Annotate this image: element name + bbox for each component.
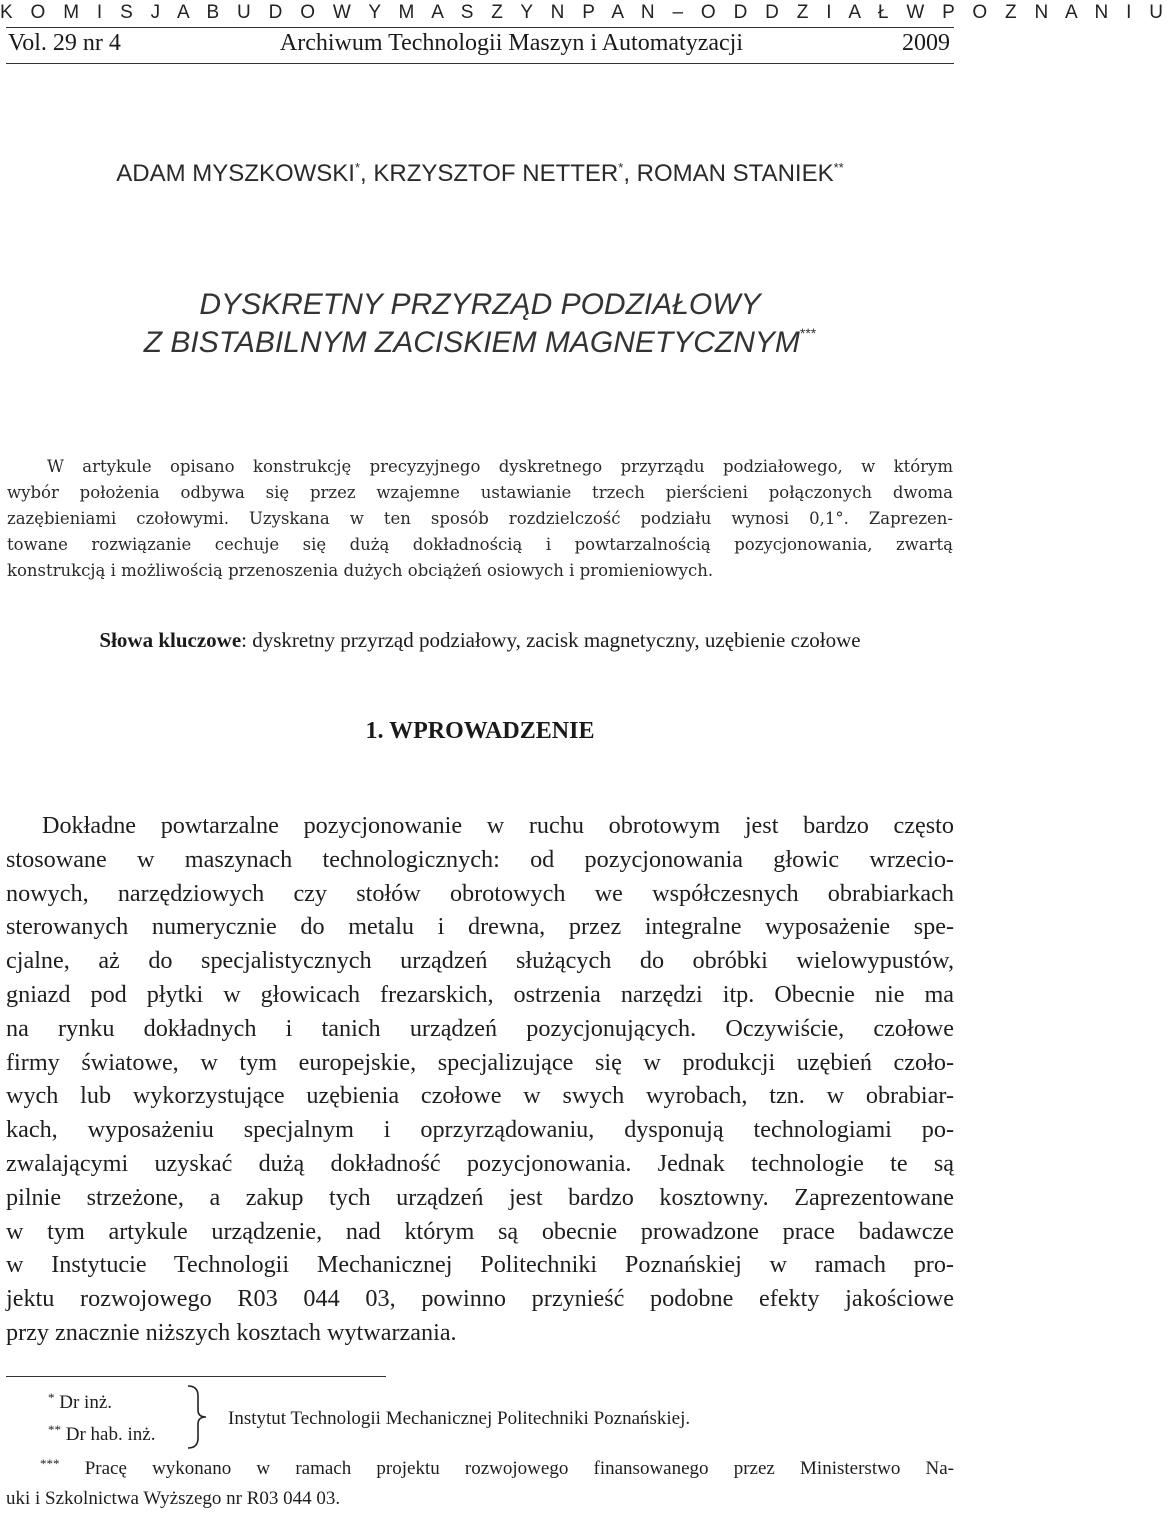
keywords-text: : dyskretny przyrząd podziałowy, zacisk magnetyczny, uzębienie czołowe — [241, 628, 861, 652]
abstract-line: zazębieniami czołowymi. Uzyskana w ten sposób rozdzielczość podziału wynosi 0,1°. Zaprezen- — [7, 509, 953, 528]
footnote-rule — [6, 1376, 386, 1377]
footnote-2-mark: ** — [48, 1422, 61, 1437]
body-line: sterowanych numerycznie do metalu i drewna, przez integralne wyposażenie spe- — [6, 913, 954, 941]
body-paragraph — [6, 809, 954, 1350]
body-line: w Instytucie Technologii Mechanicznej Politechniki Poznańskiej w ramach pro- — [6, 1251, 954, 1279]
volume-label: Vol. 29 nr 4 — [8, 30, 121, 56]
title-footnote-mark: *** — [799, 325, 817, 341]
curly-brace-icon — [184, 1384, 214, 1450]
year-label: 2009 — [902, 30, 950, 56]
author-2-mark: * — [618, 160, 624, 175]
body-line: jektu rozwojowego R03 044 03, powinno przynieść podobne efekty jakościowe — [6, 1285, 954, 1313]
author-3: ROMAN STANIEK — [636, 160, 834, 187]
institute-affiliation: Instytut Technologii Mechanicznej Politechniki Poznańskiej. — [228, 1408, 691, 1429]
title-line-2 — [0, 324, 960, 366]
header-rule-bottom — [6, 63, 954, 64]
commission-header: K O M I S J A B U D O W Y M A S Z Y N P A N – O D D Z I A Ł W P O Z N A N I U — [0, 2, 1169, 23]
keywords-label: Słowa kluczowe — [99, 628, 242, 652]
body-line: na rynku dokładnych i tanich urządzeń pozycjonujących. Oczywiście, czołowe — [6, 1014, 954, 1042]
abstract-line: konstrukcją i możliwością przenoszenia dużych obciążeń osiowych i promieniowych. — [7, 561, 714, 580]
author-1: ADAM MYSZKOWSKI — [116, 160, 355, 187]
footnote-3-line: uki i Szkolnictwa Wyższego nr R03 044 03. — [6, 1488, 341, 1509]
body-line: stosowane w maszynach technologicznych: od pozycjonowania głowic wrzecio- — [6, 845, 954, 873]
footnote-2-text: Dr hab. inż. — [61, 1424, 156, 1445]
body-line: pilnie strzeżone, a zakup tych urządzeń jest bardzo kosztowny. Zaprezentowane — [6, 1183, 954, 1211]
author-3-mark: ** — [833, 160, 844, 175]
journal-name: Archiwum Technologii Maszyn i Automatyzacji — [279, 30, 744, 56]
title-line-1: DYSKRETNY PRZYRZĄD PODZIAŁOWY — [199, 288, 761, 321]
body-line: zwalającymi uzyskać dużą dokładność pozycjonowania. Jednak technologie te są — [6, 1149, 954, 1177]
abstract — [7, 454, 953, 584]
footnote-3-text: Pracę wykonano w ramach projektu rozwojowego finansowanego przez Ministerstwo Na- — [59, 1458, 954, 1479]
footnote-1-mark: * — [48, 1390, 55, 1405]
abstract-line: towane rozwiązanie cechuje się dużą dokładnością i powtarzalnością pozycjonowania, zwartą — [7, 535, 953, 554]
keywords — [0, 628, 960, 653]
paper-title — [0, 286, 960, 366]
footnote-1-text: Dr inż. — [54, 1392, 113, 1413]
authors-line — [0, 160, 960, 188]
abstract-line: W artykule opisano konstrukcję precyzyjnego dyskretnego przyrządu podziałowego, w którym — [47, 457, 953, 476]
body-line: cjalne, aż do specjalistycznych urządzeń służących do obróbki wielowypustów, — [6, 947, 954, 975]
header-rule-top — [6, 27, 954, 28]
body-line: firmy światowe, w tym europejskie, specjalizujące się w produkcji uzębień czoło- — [6, 1048, 954, 1076]
footnote-3-mark: *** — [40, 1456, 60, 1471]
body-line: wych lub wykorzystujące uzębienia czołowe w swych wyrobach, tzn. w obrabiar- — [6, 1082, 954, 1110]
body-line: przy znacznie niższych kosztach wytwarzania. — [6, 1318, 457, 1346]
footnote-2 — [48, 1424, 155, 1446]
title-line-2-text: Z BISTABILNYM ZACISKIEM MAGNETYCZNYM — [143, 326, 800, 359]
body-line: kach, wyposażeniu specjalnym i oprzyrządowaniu, dysponują technologiami po- — [6, 1116, 954, 1144]
author-separator: , — [623, 160, 637, 187]
abstract-line: wybór położenia odbywa się przez wzajemne ustawianie trzech pierścieni połączonych dwoma — [7, 483, 953, 502]
body-line: Dokładne powtarzalne pozycjonowanie w ruchu obrotowym jest bardzo często — [42, 812, 954, 839]
author-1-mark: * — [354, 160, 361, 175]
footnote-3 — [6, 1454, 954, 1513]
footnote-1 — [48, 1392, 112, 1414]
section-heading: 1. WPROWADZENIE — [365, 718, 595, 744]
body-line: gniazd pod płytki w głowicach frezarskich, ostrzenia narzędzi itp. Obecnie nie ma — [6, 980, 954, 1008]
author-2: KRZYSZTOF NETTER — [373, 160, 619, 187]
body-line: nowych, narzędziowych czy stołów obrotowych we współczesnych obrabiarkach — [6, 879, 954, 907]
journal-issue-row — [8, 30, 950, 57]
author-separator: , — [360, 160, 374, 187]
footnote-3-line — [6, 1454, 954, 1484]
body-line: w tym artykule urządzenie, nad którym są obecnie prowadzone prace badawcze — [6, 1217, 954, 1245]
